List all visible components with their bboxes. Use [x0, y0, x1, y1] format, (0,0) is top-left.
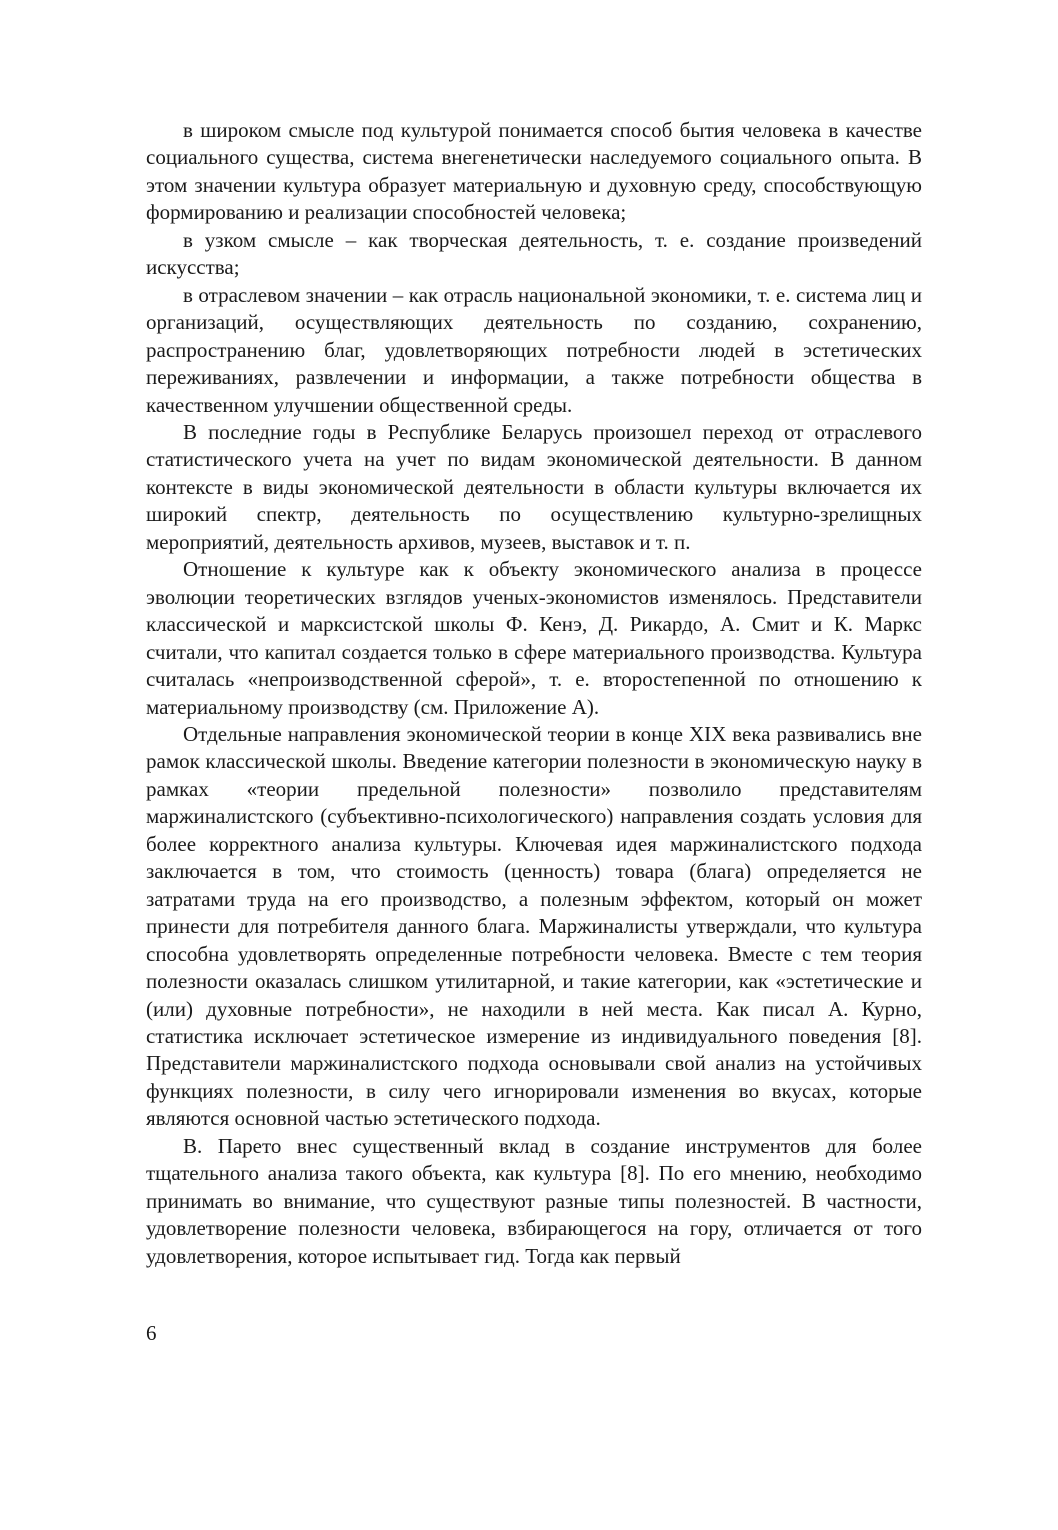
- paragraph-pareto: В. Парето внес существенный вклад в создание инструментов для более тщательного анализа такого объекта, как культура [8]. По его мнению, необходимо принимать во внимание, что существуют разные типы полезностей. В частности, удовлетворение полезности человека, взбирающегося на гору, отличается от того удовлетворения, которое испытывает гид. Тогда как первый: [146, 1133, 922, 1268]
- paragraph-statistics-transition: В последние годы в Республике Беларусь произошел переход от отраслевого статистического учета на учет по видам экономической деятельности. В данном контексте в виды экономической деятельности в области культуры включается их широкий спектр, деятельность по осуществлению культурно-зрелищных мероприятий, деятельность архивов, музеев, выставок и т. п.: [146, 419, 922, 554]
- page-body: [146, 117, 922, 1270]
- paragraph-culture-sector: в отраслевом значении – как отрасль национальной экономики, т. е. система лиц и организаций, осуществляющих деятельность по созданию, сохранению, распространению благ, удовлетворяющих потребности людей в эстетических переживаниях, развлечении и информации, а также потребности общества в качественном улучшении общественной среды.: [146, 282, 922, 417]
- paragraph-culture-broad: в широком смысле под культурой понимается способ бытия человека в качестве социального существа, система внегенетически наследуемого социального опыта. В этом значении культура образует материальную и духовную среду, способствующую формированию и реализации способностей человека;: [146, 118, 922, 225]
- page-number: 6: [146, 1321, 157, 1345]
- paragraph-classical-school: Отношение к культуре как к объекту экономического анализа в процессе эволюции теоретических взглядов ученых-экономистов изменялось. Представители классической и марксистской школы Ф. Кенэ, Д. Рикардо, А. Смит и К. Маркс считали, что капитал создается только в сфере материального производства. Культура считалась «непроизводственной сферой», т. е. второстепенной по отношению к материальному производству (см. Приложение А).: [146, 557, 922, 719]
- paragraph-marginalism: Отдельные направления экономической теории в конце XIX века развивались вне рамок классической школы. Введение категории полезности в экономическую науку в рамках «теории предельной полезности» позволило представителям маржиналистского (субъективно-психологического) направления создать условия для более корректного анализа культуры. Ключевая идея маржиналистского подхода заключается в том, что стоимость (ценность) товара (блага) определяется не затратами труда на его производство, а полезным эффектом, который он может принести для потребителя данного блага. Маржиналисты утверждали, что культура способна удовлетворять определенные потребности человека. Вместе с тем теория полезности оказалась слишком утилитарной, и такие категории, как «эстетические и (или) духовные потребности», не находили в ней места. Как писал А. Курно, статистика исключает эстетическое измерение из индивидуального поведения [8]. Представители маржиналистского подхода основывали свой анализ на устойчивых функциях полезности, в силу чего игнорировали изменения во вкусах, которые являются основной частью эстетического подхода.: [146, 721, 922, 1131]
- paragraph-culture-narrow: в узком смысле – как творческая деятельность, т. е. создание произведений искусства;: [146, 227, 922, 280]
